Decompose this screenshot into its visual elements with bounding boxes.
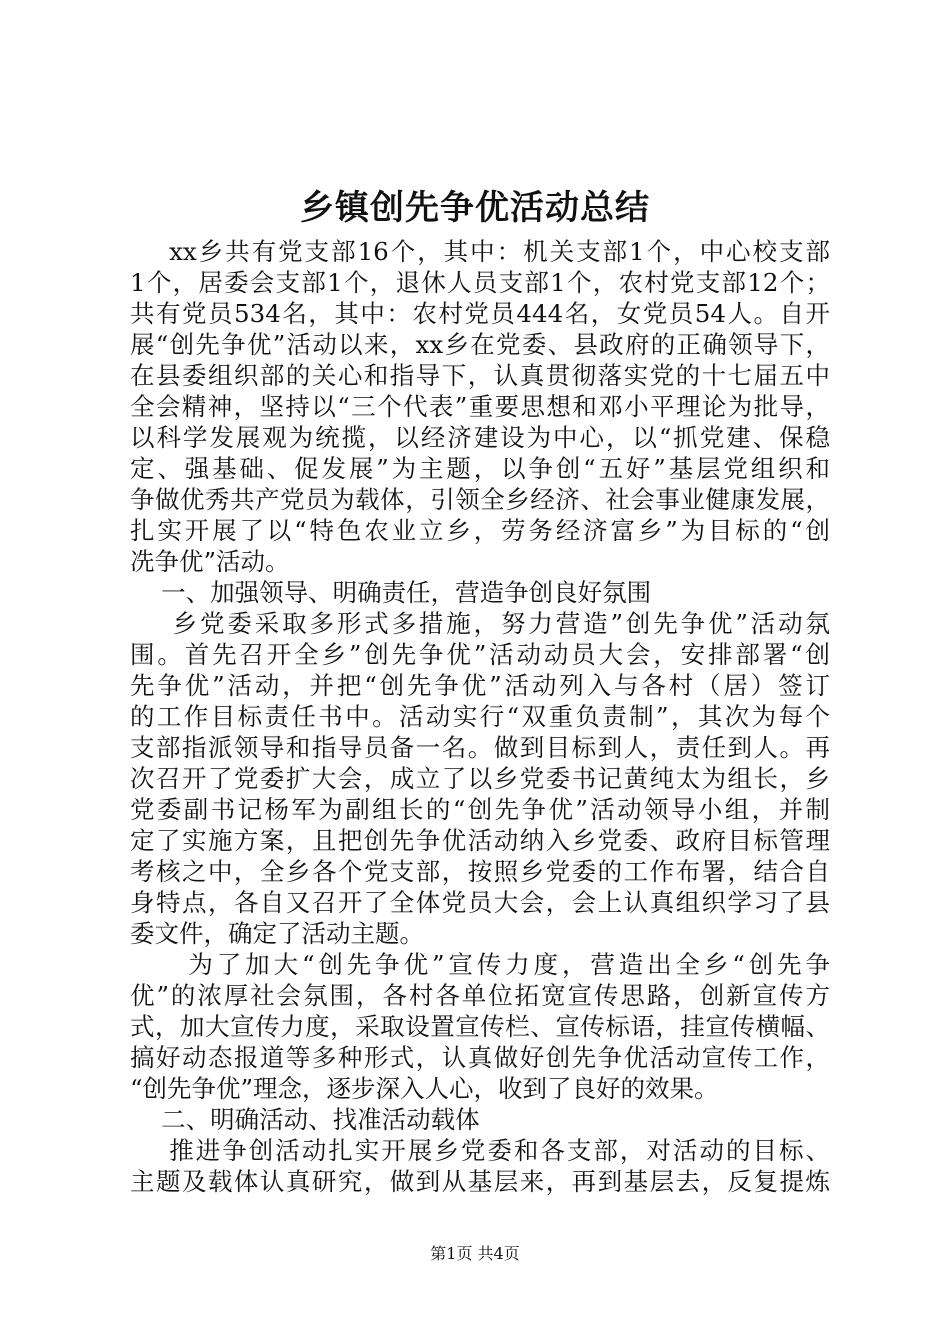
- text-line: 二、明确活动、找准活动载体: [130, 1105, 480, 1134]
- text-line: 次召开了党委扩大会，成立了以乡党委书记黄纯太为组长，乡: [130, 764, 830, 793]
- text-line: 冼争优”活动。: [130, 547, 290, 576]
- text-line: 全会精神，坚持以“三个代表”重要思想和邓小平理论为批导，: [130, 392, 830, 421]
- document-body: [130, 236, 830, 1197]
- text-line: 身特点，各自又召开了全体党员大会，会上认真组织学习了县: [130, 888, 830, 917]
- text-line: 先争优”活动，并把“创先争优”活动列入与各村（居）签订: [130, 671, 830, 700]
- text-line: 定、强基础、促发展”为主题，以争创“五好”基层党组织和: [130, 454, 830, 483]
- text-line: 围。首先召开全乡”创先争优”活动动员大会，安排部署“创: [130, 640, 830, 669]
- text-line: 支部指派领导和指导员备一名。做到目标到人，责任到人。再: [130, 733, 830, 762]
- text-line: 主题及载体认真研究，做到从基层来，再到基层去，反复提炼: [130, 1167, 830, 1196]
- text-line: 党委副书记杨军为副组长的“创先争优”活动领导小组，并制: [130, 795, 830, 824]
- text-line: “创先争优”理念，逐步深入人心，收到了良好的效果。: [130, 1074, 719, 1103]
- text-line: 扎实开展了以“特色农业立乡，劳务经济富乡”为目标的“创: [130, 516, 830, 545]
- text-line: 1个，居委会支部1个，退休人员支部1个，农村党支部12个；: [130, 268, 830, 297]
- text-line: 展“创先争优”活动以来，xx乡在党委、县政府的正确领导下，: [130, 330, 830, 359]
- text-line: 一、加强领导、明确责任，营造争创良好氛围: [130, 578, 652, 607]
- page-footer: 第1页 共4页: [430, 1244, 520, 1263]
- text-line: 以科学发展观为统揽，以经济建设为中心，以“抓党建、保稳: [130, 423, 830, 452]
- text-line: 式，加大宣传力度，采取设置宣传栏、宣传标语，挂宣传横幅、: [130, 1012, 830, 1041]
- text-line: 搞好动态报道等多种形式，认真做好创先争优活动宣传工作，: [130, 1043, 830, 1072]
- text-line: xx乡共有党支部16个，其中：机关支部1个，中心校支部: [130, 237, 830, 266]
- text-line: 为了加大“创先争优”宣传力度，营造出全乡“创先争: [130, 950, 830, 979]
- text-line: 推进争创活动扎实开展乡党委和各支部，对活动的目标、: [130, 1136, 830, 1165]
- text-line: 优”的浓厚社会氛围，各村各单位拓宽宣传思路，创新宣传方: [130, 981, 830, 1010]
- text-line: 考核之中，全乡各个党支部，按照乡党委的工作布署，结合自: [130, 857, 830, 886]
- text-line: 的工作目标责任书中。活动实行“双重负责制”，其次为每个: [130, 702, 830, 731]
- text-line: 乡党委采取多形式多措施，努力营造”创先争优”活动氛: [130, 609, 830, 638]
- document-title: 乡镇创先争优活动总结: [300, 188, 650, 228]
- text-line: 定了实施方案，且把创先争优活动纳入乡党委、政府目标管理: [130, 826, 830, 855]
- text-line: 委文件，确定了活动主题。: [130, 919, 424, 948]
- text-line: 在县委组织部的关心和指导下，认真贯彻落实党的十七届五中: [130, 361, 830, 390]
- text-line: 共有党员534名，其中：农村党员444名，女党员54人。自开: [130, 299, 830, 328]
- text-line: 争做优秀共产党员为载体，引领全乡经济、社会事业健康发展，: [130, 485, 830, 514]
